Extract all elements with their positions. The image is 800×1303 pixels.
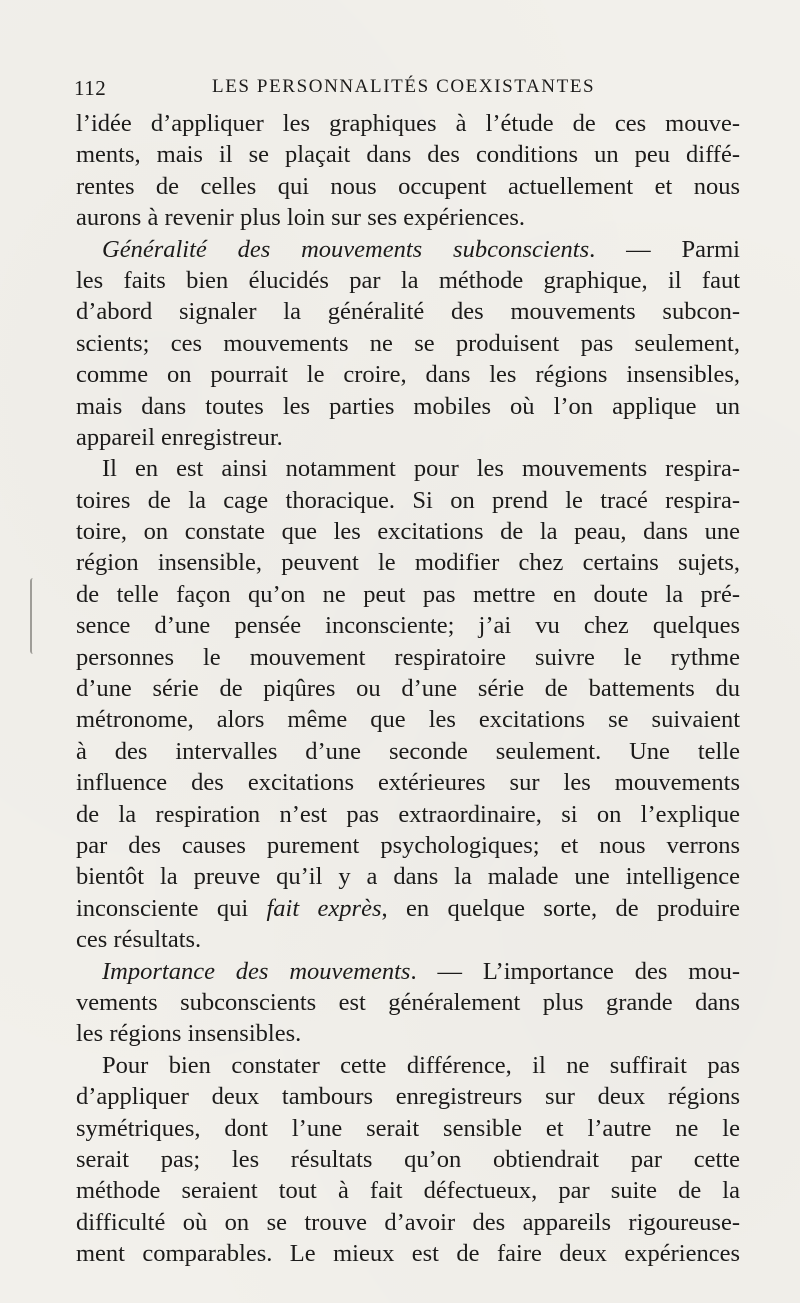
text-line (76, 171, 740, 202)
text-segment: . — L’importance des mou- (410, 957, 741, 985)
text-segment: d’appliquer deux tambours enregistreurs sur deux régions (76, 1083, 740, 1111)
text-line (76, 830, 740, 861)
text-line (76, 1144, 740, 1175)
text-segment: difficulté où on se trouve d’avoir des appareils rigoureuse- (76, 1208, 740, 1236)
body-text (76, 108, 740, 1269)
text-segment: , en quelque sorte, de produire (381, 894, 740, 922)
text-segment: bientôt la preuve qu’il y a dans la malade une intelligence (76, 863, 740, 891)
text-segment: de telle façon qu’on ne peut pas mettre en doute la pré- (76, 580, 740, 608)
text-segment: d’une série de piqûres ou d’une série de battements du (76, 675, 740, 703)
italic-text: Importance des mouvements (102, 957, 411, 985)
text-segment: serait pas; les résultats qu’on obtiendrait par cette (76, 1145, 740, 1173)
text-segment: toire, on constate que les excitations de la peau, dans une (76, 518, 740, 546)
text-segment: ces résultats. (76, 926, 202, 954)
text-line (76, 422, 740, 453)
text-line (76, 1018, 740, 1049)
text-segment: de la respiration n’est pas extraordinaire, si on l’explique (76, 800, 740, 828)
text-line (76, 893, 740, 924)
text-line (76, 579, 740, 610)
text-line (76, 924, 740, 955)
text-line (76, 799, 740, 830)
text-line (76, 485, 740, 516)
text-segment: vements subconscients est généralement plus grande dans (76, 988, 740, 1016)
text-line (76, 453, 740, 484)
text-segment: symétriques, dont l’une serait sensible et l’autre ne le (76, 1114, 740, 1142)
text-line (76, 987, 740, 1018)
text-segment: à des intervalles d’une seconde seulement. Une telle (76, 737, 740, 765)
page-number: 112 (74, 76, 107, 100)
text-segment: . — Parmi (589, 235, 740, 263)
italic-text: Généralité des mouvements subconscients (102, 235, 590, 263)
text-line (76, 139, 740, 170)
text-line (76, 265, 740, 296)
text-line (76, 610, 740, 641)
text-line (76, 202, 740, 233)
text-line (76, 391, 740, 422)
text-line (76, 1238, 740, 1269)
text-line (76, 1081, 740, 1112)
text-segment: métronome, alors même que les excitations se suivaient (76, 706, 740, 734)
text-segment: rentes de celles qui nous occupent actuellement et nous (76, 172, 740, 200)
text-line (76, 861, 740, 892)
text-line (76, 1207, 740, 1238)
text-line (76, 516, 740, 547)
text-line (76, 642, 740, 673)
text-segment: comme on pourrait le croire, dans les régions insensibles, (76, 361, 740, 389)
text-segment: toires de la cage thoracique. Si on prend le tracé respira- (76, 486, 740, 514)
text-line (76, 673, 740, 704)
text-segment: influence des excitations extérieures sur les mouvements (76, 769, 740, 797)
text-segment: scients; ces mouvements ne se produisent pas seulement, (76, 329, 740, 357)
text-line (76, 1050, 740, 1081)
text-segment: Il en est ainsi notamment pour les mouvements respira- (102, 455, 740, 483)
text-segment: appareil enregistreur. (76, 423, 283, 451)
text-line (76, 108, 740, 139)
text-segment: personnes le mouvement respiratoire suivre le rythme (76, 643, 740, 671)
text-line (76, 234, 740, 265)
text-segment: inconsciente qui (76, 894, 267, 922)
text-line (76, 704, 740, 735)
text-segment: sence d’une pensée inconsciente; j’ai vu chez quelques (76, 612, 740, 640)
text-line (76, 547, 740, 578)
text-line (76, 328, 740, 359)
text-line (76, 359, 740, 390)
text-segment: mais dans toutes les parties mobiles où l’on applique un (76, 392, 740, 420)
text-line (76, 1175, 740, 1206)
text-line (76, 767, 740, 798)
text-line (76, 296, 740, 327)
text-segment: aurons à revenir plus loin sur ses expériences. (76, 204, 526, 232)
text-segment: l’idée d’appliquer les graphiques à l’étude de ces mouve- (76, 110, 740, 137)
text-segment: Pour bien constater cette différence, il ne suffirait pas (102, 1051, 740, 1079)
text-line (76, 736, 740, 767)
margin-pencil-mark (30, 578, 36, 654)
text-segment: les régions insensibles. (76, 1020, 302, 1048)
text-line (76, 956, 740, 987)
text-segment: ment comparables. Le mieux est de faire deux expériences (76, 1240, 740, 1268)
text-segment: région insensible, peuvent le modifier chez certains sujets, (76, 549, 740, 577)
italic-text: fait exprès (266, 894, 382, 922)
text-segment: ments, mais il se plaçait dans des conditions un peu diffé- (76, 141, 740, 169)
running-head (74, 76, 740, 102)
text-segment: par des causes purement psychologiques; et nous verrons (76, 831, 740, 859)
text-segment: les faits bien élucidés par la méthode graphique, il faut (76, 266, 740, 294)
running-title: LES PERSONNALITÉS COEXISTANTES (212, 76, 596, 97)
text-line (76, 1113, 740, 1144)
text-segment: d’abord signaler la généralité des mouvements subcon- (76, 298, 740, 326)
text-segment: méthode seraient tout à fait défectueux, par suite de la (76, 1177, 740, 1205)
